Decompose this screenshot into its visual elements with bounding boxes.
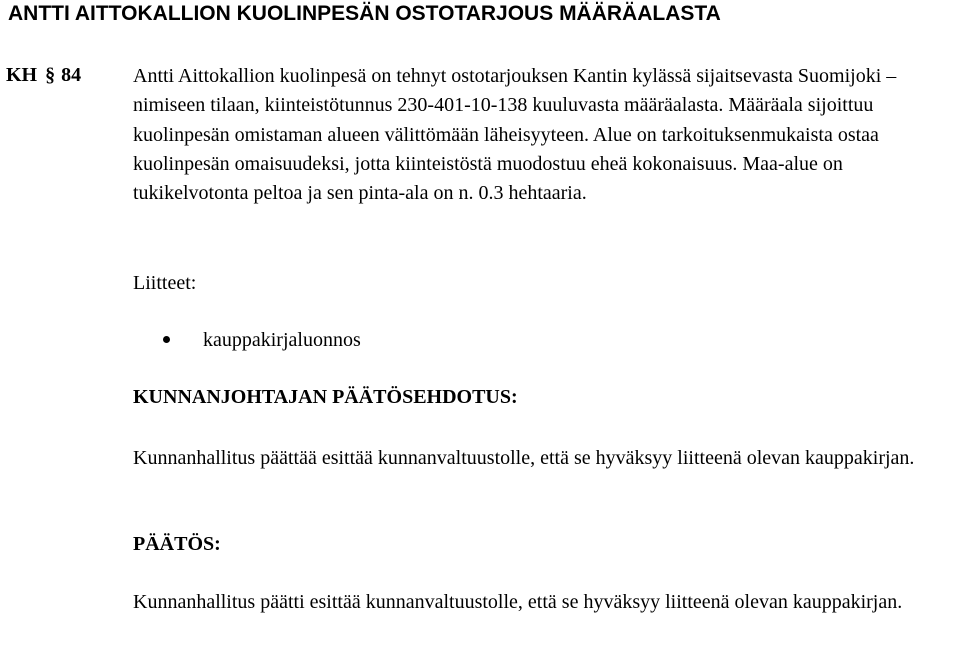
decision-text: Kunnanhallitus päätti esittää kunnanvaltuustolle, että se hyväksyy liitteenä olevan kauppakirjan. [133, 591, 903, 613]
document-title: ANTTI AITTOKALLION KUOLINPESÄN OSTOTARJOUS MÄÄRÄALASTA [8, 2, 721, 25]
body-paragraph: Antti Aittokallion kuolinpesä on tehnyt ostotarjouksen Kantin kylässä sijaitsevasta Suomijoki –nimiseen tilaan, kiinteistötunnus 230-401-10-138 kuuluvasta määräalasta. Määräala sijoittuu kuolinpesän omistaman alueen välittömään läheisyyteen. Alue on tarkoituksenmukaista ostaa kuolinpesän omaisuudeksi, jotta kiinteistöstä muodostuu eheä kokonaisuus. Maa-alue on tukikelvotonta peltoa ja sen pinta-ala on n. 0.3 hehtaaria. [133, 65, 897, 205]
section-prefix: KH [6, 64, 38, 86]
attachment-list-item [163, 327, 361, 353]
proposal-text: Kunnanhallitus päättää esittää kunnanvaltuustolle, että se hyväksyy liitteenä olevan kauppakirjan. [133, 447, 915, 469]
bullet-icon [163, 336, 170, 343]
section-sign: § [45, 64, 56, 86]
decision-heading: PÄÄTÖS: [133, 533, 221, 555]
attachments-label: Liitteet: [133, 272, 197, 294]
section-number: 84 [61, 64, 82, 86]
section-identifier [6, 62, 81, 88]
main-body [133, 62, 955, 208]
proposal-heading: KUNNANJOHTAJAN PÄÄTÖSEHDOTUS: [133, 386, 518, 408]
attachment-name: kauppakirjaluonnos [203, 329, 361, 351]
